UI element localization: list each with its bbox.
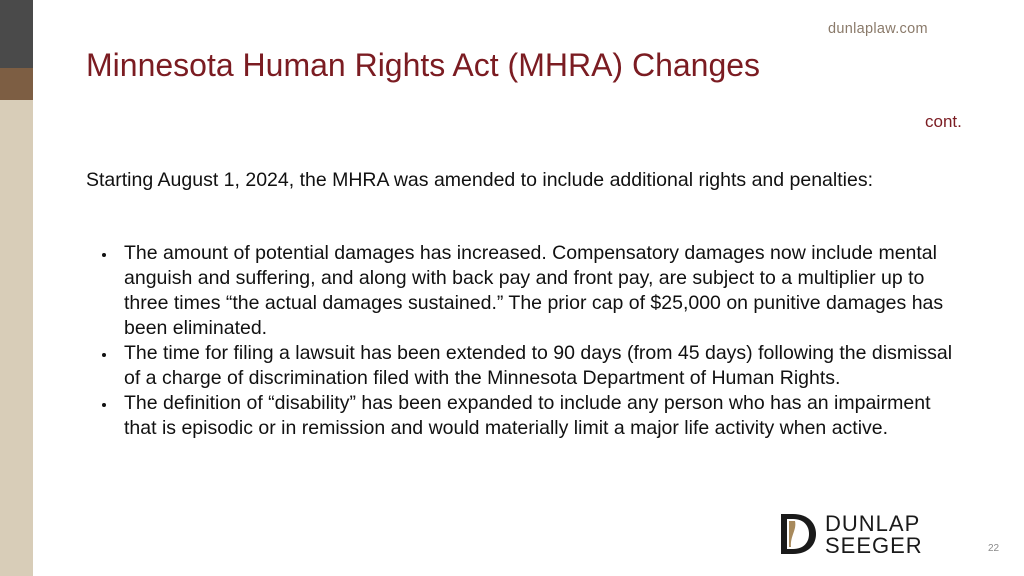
bullet-dot: [102, 403, 106, 407]
list-item: [100, 341, 960, 391]
page-title: Minnesota Human Rights Act (MHRA) Changes: [86, 47, 761, 83]
bullet-text: The definition of “disability” has been expanded to include any person who has an impairment that is episodic or in remission and would materially limit a major life activity when active.: [124, 392, 931, 439]
logo-wordmark-line1: DUNLAP: [825, 511, 921, 536]
bullet-text: The amount of potential damages has increased. Compensatory damages now include mental anguish and suffering, and along with back pay and front pay, are subject to a multiplier up to three times “the actual damages sustained.” The prior cap of $25,000 on punitive damages has been eliminated.: [124, 242, 944, 339]
dunlap-seeger-logo: [778, 512, 958, 558]
side-accent-bar: [0, 0, 33, 576]
logo-mark-icon: [778, 512, 818, 556]
list-item: [100, 241, 960, 341]
slide-number: 22: [988, 543, 1000, 554]
intro-paragraph: Starting August 1, 2024, the MHRA was amended to include additional rights and penalties:: [86, 169, 873, 191]
bullet-list: [100, 241, 960, 441]
side-bar-brown-block: [0, 68, 33, 100]
site-url: dunlaplaw.com: [828, 21, 928, 37]
bullet-text: The time for filing a lawsuit has been extended to 90 days (from 45 days) following the dismissal of a charge of discrimination filed with the Minnesota Department of Human Rights.: [124, 342, 953, 389]
continued-label: cont.: [925, 112, 962, 131]
side-bar-dark-block: [0, 0, 33, 68]
logo-wordmark-line2: SEEGER: [825, 533, 923, 558]
bullet-dot: [102, 353, 106, 357]
side-bar-tan-block: [0, 100, 33, 576]
list-item: [100, 391, 960, 441]
bullet-dot: [102, 253, 106, 257]
